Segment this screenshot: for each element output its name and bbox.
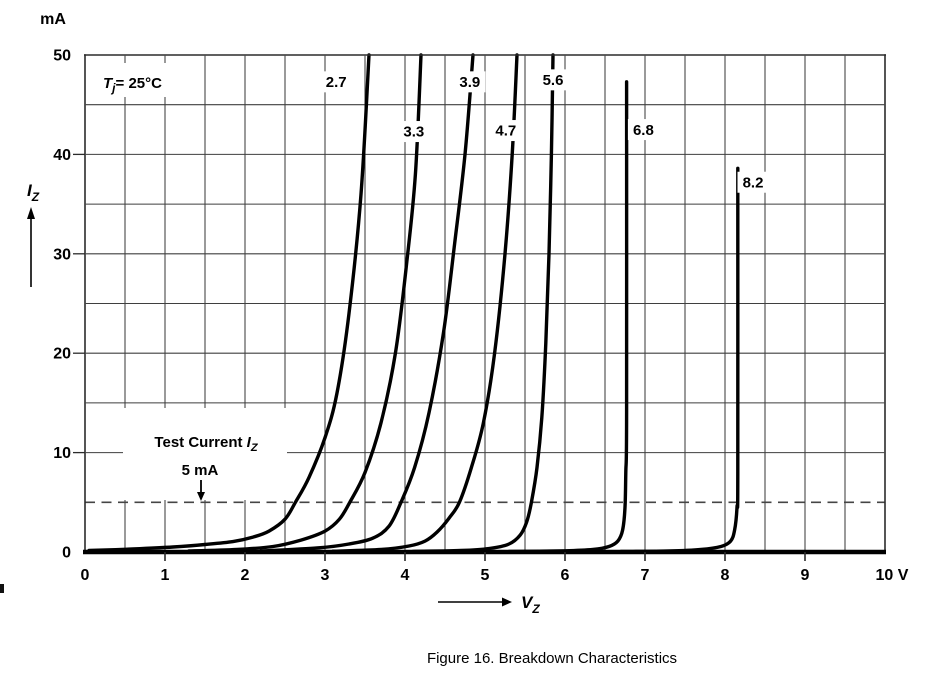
x-tick-label: 2 [240, 567, 250, 584]
y-axis-name [27, 181, 40, 287]
curve-label-8.2: 8.2 [742, 174, 764, 192]
zener-curve-6.8 [509, 82, 627, 552]
zener-curve-8.2 [621, 168, 738, 551]
up-arrowhead-icon [27, 207, 35, 219]
x-tick-label: 6 [560, 567, 570, 584]
junction-temp-label: $T_j= 25^\circ C$ [103, 75, 162, 95]
x-tick-label: 3 [320, 567, 330, 584]
x-tick-label: 4 [400, 567, 410, 584]
curve-label-6.8: 6.8 [632, 121, 654, 139]
right-arrowhead-icon [502, 598, 512, 607]
y-axis-tick-labels [53, 48, 71, 562]
edge-artifact [0, 584, 4, 593]
curve-label-3.9: 3.9 [459, 74, 481, 92]
x-tick-label: 8 [720, 567, 730, 584]
y-tick-label: 30 [53, 246, 71, 264]
y-axis-symbol: $I_Z$ [27, 181, 40, 204]
y-tick-label: 0 [62, 544, 71, 562]
test-current-value: 5 mA [181, 462, 219, 479]
y-tick-label: 50 [53, 47, 71, 65]
curve-label-4.7: 4.7 [495, 122, 517, 140]
y-axis-unit-label: mA [40, 11, 66, 28]
x-axis-tick-labels [81, 567, 909, 584]
curve-label-2.7: 2.7 [325, 74, 347, 92]
figure-caption: Figure 16. Breakdown Characteristics [426, 650, 678, 667]
x-tick-label: 1 [160, 567, 170, 584]
x-tick-label: 9 [800, 567, 810, 584]
x-tick-label: 7 [640, 567, 650, 584]
test-current-label: Test Current $I_Z$ [154, 434, 258, 454]
y-tick-label: 20 [53, 345, 71, 363]
x-axis-symbol: $V_Z$ [521, 593, 540, 616]
curve-label-3.3: 3.3 [403, 123, 425, 141]
y-tick-label: 40 [53, 146, 71, 164]
x-tick-label: 0 [80, 567, 90, 584]
curve-voltage-labels [321, 69, 769, 192]
junction-temp-annotation [95, 63, 193, 97]
x-axis-name [438, 593, 540, 616]
curve-label-5.6: 5.6 [542, 72, 564, 90]
annotation-mask [123, 408, 287, 500]
test-current-annotation [123, 408, 287, 501]
x-tick-label: 5 [480, 567, 490, 584]
x-tick-label: 10 V [875, 567, 909, 584]
y-tick-label: 10 [53, 445, 71, 463]
